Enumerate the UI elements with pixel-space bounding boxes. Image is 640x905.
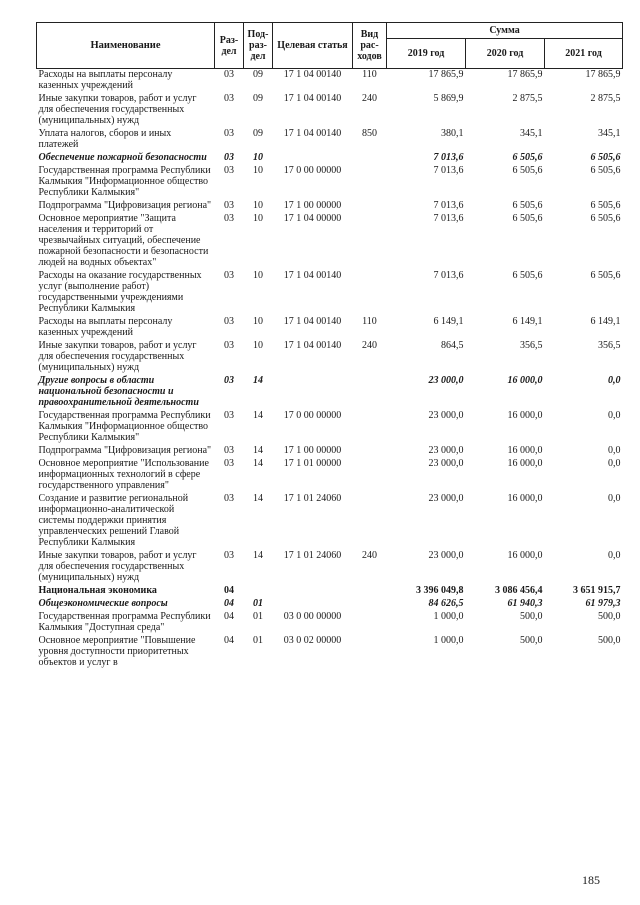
row-2019: 5 869,9 bbox=[433, 93, 464, 104]
row-2019: 23 000,0 bbox=[428, 410, 464, 421]
row-2021: 6 505,6 bbox=[590, 165, 621, 176]
row-2019: 1 000,0 bbox=[433, 611, 464, 622]
row-celevaya: 17 0 00 00000 bbox=[283, 165, 342, 176]
row-2020: 6 505,6 bbox=[512, 200, 543, 211]
row-vid bbox=[353, 493, 387, 550]
row-name: Государственная программа Республики Калмыкия "Доступная среда" bbox=[38, 611, 211, 633]
row-celevaya: 17 1 00 00000 bbox=[283, 445, 342, 456]
header-2021: 2021 год bbox=[545, 39, 623, 69]
row-2021: 0,0 bbox=[608, 458, 621, 469]
row-celevaya: 17 1 04 00140 bbox=[283, 128, 342, 139]
row-razdel: 03 bbox=[224, 213, 234, 224]
table-row bbox=[37, 635, 623, 670]
row-podrazdel: 10 bbox=[253, 340, 263, 351]
table-row bbox=[37, 340, 623, 375]
row-razdel: 03 bbox=[224, 493, 234, 504]
row-2020: 6 505,6 bbox=[512, 213, 543, 224]
table-row bbox=[37, 213, 623, 270]
row-2021: 6 505,6 bbox=[590, 152, 621, 163]
row-2021: 500,0 bbox=[598, 611, 621, 622]
row-celevaya: 17 1 04 00000 bbox=[283, 213, 342, 224]
row-podrazdel bbox=[244, 585, 273, 598]
row-name: Основное мероприятие "Использование информационных технологий в сфере государственного управления" bbox=[38, 458, 209, 491]
row-podrazdel: 14 bbox=[253, 445, 263, 456]
row-name: Расходы на выплаты персоналу казенных учреждений bbox=[38, 316, 173, 338]
header-summa: Сумма bbox=[387, 23, 623, 39]
row-2021: 6 505,6 bbox=[590, 200, 621, 211]
row-razdel: 03 bbox=[224, 410, 234, 421]
row-2019: 23 000,0 bbox=[428, 458, 464, 469]
row-2021: 0,0 bbox=[608, 550, 621, 561]
row-name: Обеспечение пожарной безопасности bbox=[38, 152, 207, 163]
row-podrazdel: 14 bbox=[253, 550, 263, 561]
row-2020: 6 505,6 bbox=[512, 152, 543, 163]
row-2019: 7 013,6 bbox=[433, 270, 464, 281]
row-name: Основное мероприятие "Защита населения и территорий от чрезвычайных ситуаций, обеспечение пожарной безопасности и безопасности людей на водных объектах" bbox=[38, 213, 209, 268]
row-vid bbox=[353, 270, 387, 316]
row-2019: 23 000,0 bbox=[428, 493, 464, 504]
row-2021: 17 865,9 bbox=[585, 69, 621, 80]
row-name: Иные закупки товаров, работ и услуг для обеспечения государственных (муниципальных) нужд bbox=[38, 550, 197, 583]
row-2021: 500,0 bbox=[598, 635, 621, 646]
table-row bbox=[37, 458, 623, 493]
table-row bbox=[37, 445, 623, 458]
row-celevaya bbox=[273, 598, 353, 611]
row-razdel: 04 bbox=[224, 585, 234, 596]
table-row bbox=[37, 93, 623, 128]
row-name: Иные закупки товаров, работ и услуг для обеспечения государственных (муниципальных) нужд bbox=[38, 340, 197, 373]
row-name: Создание и развитие региональной информационно-аналитической системы поддержки принятия управленческих решений Главой Республики Калмыкия bbox=[38, 493, 189, 548]
page-number: 185 bbox=[582, 873, 600, 887]
header-vid: Вид рас-ходов bbox=[353, 23, 387, 69]
row-vid: 240 bbox=[362, 550, 377, 561]
row-celevaya: 17 1 01 24060 bbox=[283, 550, 342, 561]
row-vid: 110 bbox=[362, 316, 377, 327]
row-2020: 16 000,0 bbox=[507, 410, 543, 421]
row-vid bbox=[353, 375, 387, 410]
row-2020: 16 000,0 bbox=[507, 458, 543, 469]
table-row bbox=[37, 270, 623, 316]
row-razdel: 03 bbox=[224, 152, 234, 163]
row-celevaya: 17 1 04 00140 bbox=[283, 316, 342, 327]
row-name: Общеэкономические вопросы bbox=[38, 598, 168, 609]
row-vid bbox=[353, 585, 387, 598]
row-razdel: 03 bbox=[224, 550, 234, 561]
row-2019: 380,1 bbox=[441, 128, 464, 139]
row-2021: 61 979,3 bbox=[585, 598, 621, 609]
row-name: Основное мероприятие "Повышение уровня доступности приоритетных объектов и услуг в bbox=[38, 635, 196, 668]
row-2019: 84 626,5 bbox=[428, 598, 464, 609]
row-celevaya: 03 0 00 00000 bbox=[283, 611, 342, 622]
row-razdel: 04 bbox=[224, 598, 234, 609]
row-2021: 0,0 bbox=[608, 375, 621, 386]
row-podrazdel: 14 bbox=[253, 493, 263, 504]
header-podrazdel: Под-раз-дел bbox=[244, 23, 273, 69]
header-razdel: Раз-дел bbox=[215, 23, 244, 69]
row-2020: 6 505,6 bbox=[512, 270, 543, 281]
row-podrazdel: 10 bbox=[253, 213, 263, 224]
row-razdel: 03 bbox=[224, 445, 234, 456]
row-celevaya bbox=[273, 152, 353, 165]
table-row bbox=[37, 585, 623, 598]
row-vid bbox=[353, 635, 387, 670]
row-2021: 6 505,6 bbox=[590, 213, 621, 224]
row-vid bbox=[353, 598, 387, 611]
row-vid bbox=[353, 165, 387, 200]
row-2021: 6 505,6 bbox=[590, 270, 621, 281]
row-podrazdel: 10 bbox=[253, 152, 263, 163]
row-2019: 864,5 bbox=[441, 340, 464, 351]
row-2021: 0,0 bbox=[608, 493, 621, 504]
row-celevaya bbox=[273, 375, 353, 410]
row-celevaya: 17 1 00 00000 bbox=[283, 200, 342, 211]
row-podrazdel: 01 bbox=[253, 611, 263, 622]
row-celevaya: 17 1 04 00140 bbox=[283, 270, 342, 281]
row-2019: 1 000,0 bbox=[433, 635, 464, 646]
row-2019: 23 000,0 bbox=[428, 445, 464, 456]
row-name: Государственная программа Республики Калмыкия "Информационное общество Республики Калмыкия" bbox=[38, 165, 211, 198]
row-razdel: 03 bbox=[224, 93, 234, 104]
row-vid bbox=[353, 213, 387, 270]
header-2020: 2020 год bbox=[466, 39, 545, 69]
row-2019: 7 013,6 bbox=[433, 213, 464, 224]
row-podrazdel: 10 bbox=[253, 270, 263, 281]
row-podrazdel: 01 bbox=[253, 598, 263, 609]
row-razdel: 03 bbox=[224, 340, 234, 351]
row-2021: 0,0 bbox=[608, 410, 621, 421]
row-vid bbox=[353, 445, 387, 458]
table-row bbox=[37, 375, 623, 410]
row-2020: 16 000,0 bbox=[507, 550, 543, 561]
table-row bbox=[37, 493, 623, 550]
row-podrazdel: 10 bbox=[253, 165, 263, 176]
row-2021: 2 875,5 bbox=[590, 93, 621, 104]
row-name: Государственная программа Республики Калмыкия "Информационное общество Республики Калмыкия" bbox=[38, 410, 211, 443]
budget-table-page bbox=[36, 22, 622, 670]
row-celevaya: 03 0 02 00000 bbox=[283, 635, 342, 646]
row-2020: 3 086 456,4 bbox=[495, 585, 543, 596]
row-2019: 6 149,1 bbox=[433, 316, 464, 327]
table-row bbox=[37, 598, 623, 611]
row-vid: 850 bbox=[362, 128, 377, 139]
row-2020: 6 149,1 bbox=[512, 316, 543, 327]
row-name: Расходы на выплаты персоналу казенных учреждений bbox=[38, 69, 173, 91]
row-name: Иные закупки товаров, работ и услуг для обеспечения государственных (муниципальных) нужд bbox=[38, 93, 197, 126]
budget-table bbox=[36, 22, 623, 670]
row-podrazdel: 01 bbox=[253, 635, 263, 646]
row-2019: 7 013,6 bbox=[433, 165, 464, 176]
row-razdel: 03 bbox=[224, 375, 234, 386]
table-header bbox=[37, 23, 623, 69]
table-row bbox=[37, 611, 623, 635]
row-celevaya: 17 1 01 24060 bbox=[283, 493, 342, 504]
row-razdel: 03 bbox=[224, 316, 234, 327]
row-2019: 7 013,6 bbox=[433, 200, 464, 211]
row-celevaya: 17 1 04 00140 bbox=[283, 340, 342, 351]
row-podrazdel: 10 bbox=[253, 316, 263, 327]
row-2021: 345,1 bbox=[598, 128, 621, 139]
row-2020: 16 000,0 bbox=[507, 493, 543, 504]
row-2019: 3 396 049,8 bbox=[416, 585, 464, 596]
row-celevaya: 17 1 04 00140 bbox=[283, 93, 342, 104]
table-row bbox=[37, 69, 623, 94]
row-razdel: 04 bbox=[224, 635, 234, 646]
row-vid: 240 bbox=[362, 93, 377, 104]
row-2020: 2 875,5 bbox=[512, 93, 543, 104]
row-celevaya: 17 1 01 00000 bbox=[283, 458, 342, 469]
row-podrazdel: 09 bbox=[253, 128, 263, 139]
header-celevaya: Целевая статья bbox=[273, 23, 353, 69]
row-2021: 6 149,1 bbox=[590, 316, 621, 327]
row-2020: 16 000,0 bbox=[507, 445, 543, 456]
table-row bbox=[37, 128, 623, 152]
row-name: Подпрограмма "Цифровизация региона" bbox=[38, 200, 212, 211]
row-razdel: 03 bbox=[224, 128, 234, 139]
table-body bbox=[37, 69, 623, 671]
table-row bbox=[37, 550, 623, 585]
row-celevaya bbox=[273, 585, 353, 598]
row-2020: 356,5 bbox=[520, 340, 543, 351]
row-name: Подпрограмма "Цифровизация региона" bbox=[38, 445, 212, 456]
row-2021: 3 651 915,7 bbox=[573, 585, 621, 596]
row-2020: 17 865,9 bbox=[507, 69, 543, 80]
row-2019: 23 000,0 bbox=[428, 375, 464, 386]
row-2020: 345,1 bbox=[520, 128, 543, 139]
row-razdel: 04 bbox=[224, 611, 234, 622]
row-name: Национальная экономика bbox=[38, 585, 157, 596]
row-vid: 110 bbox=[362, 69, 377, 80]
row-2020: 500,0 bbox=[520, 611, 543, 622]
row-2019: 7 013,6 bbox=[433, 152, 464, 163]
row-2020: 6 505,6 bbox=[512, 165, 543, 176]
row-2019: 23 000,0 bbox=[428, 550, 464, 561]
row-podrazdel: 09 bbox=[253, 93, 263, 104]
row-2020: 500,0 bbox=[520, 635, 543, 646]
row-2020: 61 940,3 bbox=[507, 598, 543, 609]
table-row bbox=[37, 316, 623, 340]
row-razdel: 03 bbox=[224, 458, 234, 469]
row-name: Расходы на оказание государственных услуг (выполнение работ) государственными учреждениями Республики Калмыкия bbox=[38, 270, 202, 314]
row-vid: 240 bbox=[362, 340, 377, 351]
row-podrazdel: 14 bbox=[253, 410, 263, 421]
row-name: Уплата налогов, сборов и иных платежей bbox=[38, 128, 172, 150]
header-name: Наименование bbox=[37, 23, 215, 69]
row-podrazdel: 14 bbox=[253, 375, 263, 386]
table-row bbox=[37, 152, 623, 165]
row-podrazdel: 10 bbox=[253, 200, 263, 211]
header-2019: 2019 год bbox=[387, 39, 466, 69]
row-name: Другие вопросы в области национальной безопасности и правоохранительной деятельности bbox=[38, 375, 199, 408]
row-razdel: 03 bbox=[224, 69, 234, 80]
row-vid bbox=[353, 458, 387, 493]
row-vid bbox=[353, 611, 387, 635]
table-row bbox=[37, 200, 623, 213]
table-row bbox=[37, 410, 623, 445]
row-razdel: 03 bbox=[224, 165, 234, 176]
row-celevaya: 17 1 04 00140 bbox=[283, 69, 342, 80]
row-2020: 16 000,0 bbox=[507, 375, 543, 386]
row-vid bbox=[353, 200, 387, 213]
row-vid bbox=[353, 410, 387, 445]
row-2021: 0,0 bbox=[608, 445, 621, 456]
row-celevaya: 17 0 00 00000 bbox=[283, 410, 342, 421]
row-podrazdel: 14 bbox=[253, 458, 263, 469]
row-2021: 356,5 bbox=[598, 340, 621, 351]
row-vid bbox=[353, 152, 387, 165]
row-2019: 17 865,9 bbox=[428, 69, 464, 80]
row-podrazdel: 09 bbox=[253, 69, 263, 80]
row-razdel: 03 bbox=[224, 270, 234, 281]
table-row bbox=[37, 165, 623, 200]
row-razdel: 03 bbox=[224, 200, 234, 211]
